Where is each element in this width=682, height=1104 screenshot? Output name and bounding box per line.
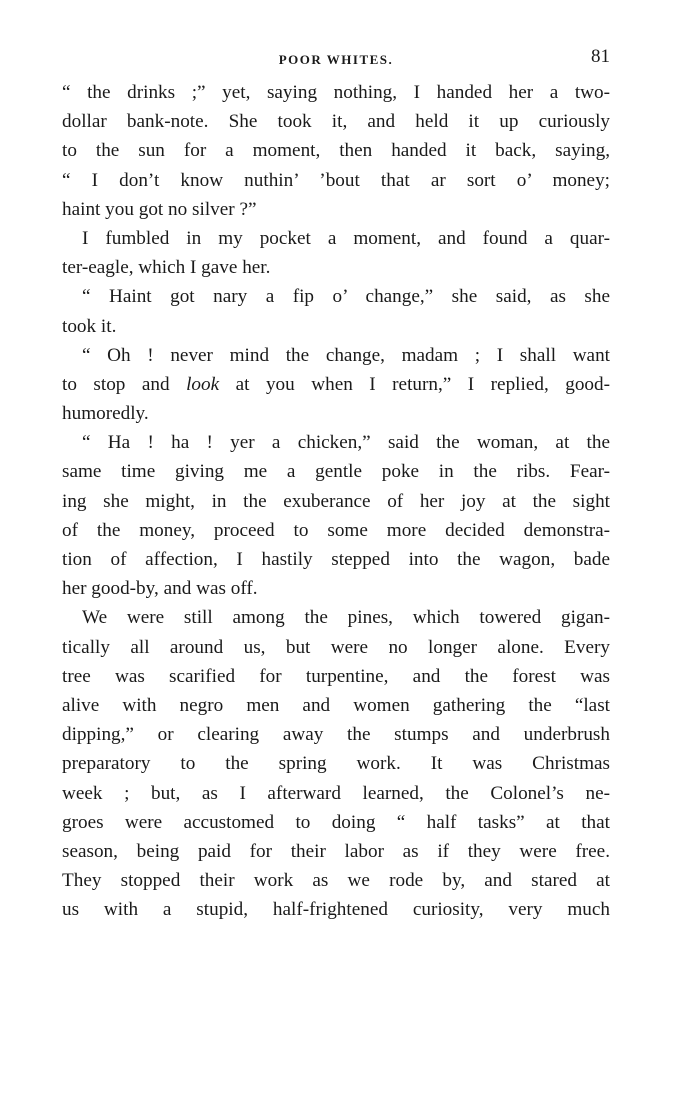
emphasis-look: look (186, 373, 220, 395)
text-line: tree was scarified for turpentine, and the forest was (62, 665, 610, 687)
text-line: “ the drinks ;” yet, saying nothing, I handed her a two- (62, 82, 610, 103)
text-line: “ Oh ! never mind the change, madam ; I shall want (82, 344, 610, 366)
text-line (62, 370, 610, 399)
text-line: of the money, proceed to some more decided demonstra- (62, 519, 610, 541)
text-line: season, being paid for their labor as if they were free. (62, 840, 610, 862)
text-line: humoredly. (62, 403, 149, 425)
text-line: her good-by, and was off. (62, 578, 258, 600)
text-line: They stopped their work as we rode by, and stared at (62, 870, 610, 892)
text-line: dollar bank-note. She took it, and held it up curiously (62, 111, 610, 133)
text-line: dipping,” or clearing away the stumps and underbrush (62, 724, 610, 746)
text-line: I fumbled in my pocket a moment, and found a quar- (82, 227, 610, 249)
text-line: We were still among the pines, which towered gigan- (82, 607, 610, 629)
text-line: preparatory to the spring work. It was Christmas (62, 753, 610, 775)
text-line: took it. (62, 315, 117, 337)
text-line: tion of affection, I hastily stepped into the wagon, bade (62, 549, 610, 570)
running-head: POOR WHITES. (278, 52, 394, 67)
text-line: groes were accustomed to doing “ half tasks” at that (62, 811, 610, 833)
text-line: to the sun for a moment, then handed it back, saying, (62, 140, 610, 162)
text-line: “ I don’t know nuthin’ ’bout that ar sort o’ money; (62, 169, 610, 191)
text-fragment: to stop and (62, 373, 187, 395)
text-line: same time giving me a gentle poke in the ribs. Fear- (62, 461, 610, 483)
text-line: “ Haint got nary a fip o’ change,” she said, as she (82, 286, 610, 308)
page-number: 81 (591, 46, 610, 67)
body-text (62, 78, 610, 924)
text-line: haint you got no silver ?” (62, 198, 257, 220)
text-line: us with a stupid, half-frightened curiosity, very much (62, 899, 610, 921)
text-line: week ; but, as I afterward learned, the Colonel’s ne- (62, 782, 610, 804)
book-page (62, 44, 610, 924)
text-fragment: at you when I return,” I replied, good- (219, 373, 610, 395)
text-line: “ Ha ! ha ! yer a chicken,” said the woman, at the (82, 432, 610, 454)
text-line: ter-eagle, which I gave her. (62, 257, 271, 279)
page-header (62, 44, 610, 78)
text-line: alive with negro men and women gathering the “last (62, 694, 610, 716)
text-line: ing she might, in the exuberance of her joy at the sight (62, 490, 610, 512)
text-line: tically all around us, but were no longer alone. Every (62, 636, 610, 658)
